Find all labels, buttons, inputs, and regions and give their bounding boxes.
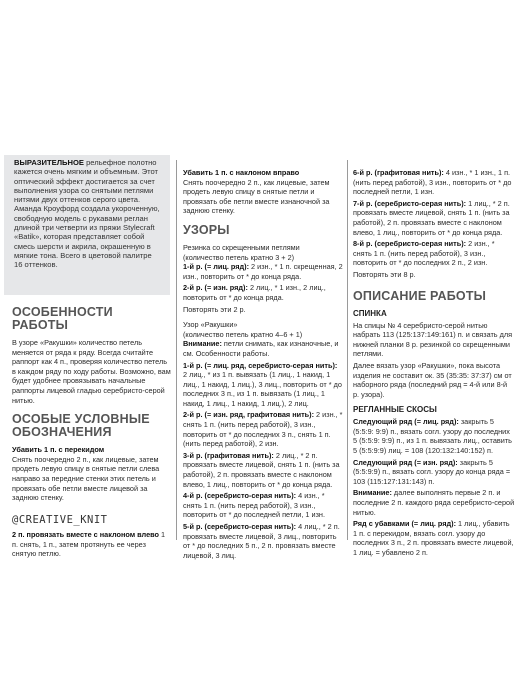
back-title: СПИНКА xyxy=(353,308,387,318)
column-2 xyxy=(183,168,343,562)
shell-row-6 xyxy=(353,168,515,197)
raglan-dec-row xyxy=(353,519,515,557)
dec-right-title: Убавить 1 п. с перекидом xyxy=(12,445,105,455)
shell-row-2-label: 2-й р. (= изн. ряд, графитовая нить): xyxy=(183,410,315,420)
shell-row-3 xyxy=(183,451,343,489)
rib-row-2 xyxy=(183,283,343,302)
shell-row-2-text: 2 изн., * снять 1 п. (нить перед работой), 3 изн., повторить от * до последних 3 п., снять 1 п. (нить перед работой), 2 изн. xyxy=(183,410,343,449)
shell-note-text: петли снимать, как изнаночные, и см. Особенности работы. xyxy=(183,339,339,358)
shell-note xyxy=(183,339,343,358)
work-title: ОПИСАНИЕ РАБОТЫ xyxy=(353,288,487,303)
shell-row-7-text: 1 лиц., * 2 п. провязать вместе лицевой, снять 1 п. (нить за работой), 2 п. провязать вместе с наклоном влево, 1 лиц., повторить от * до конца ряда. xyxy=(353,198,510,237)
raglan-title: РЕГЛАННЫЕ СКОСЫ xyxy=(353,405,437,415)
raglan-next-label: Следующий ряд (= лиц. ряд): xyxy=(353,417,459,427)
dec-left-text: Снять поочередно 2 п., как лицевые, затем продеть левую спицу в снятые петли и провязать обе петли вместе изнаночной за заднюю стенку. xyxy=(183,177,330,216)
shell-row-3-label: 3-й р. (графитовая нить): xyxy=(183,450,274,460)
raglan-dec-text: 1 лиц., убавить 1 п. с перекидом, вязать согл. узору до последних 3 п., 2 п. провязать вместе лицевой, 1 лиц. = убавлено 2 п. xyxy=(353,519,514,557)
raglan-next2-label: Следующий ряд (= изн. ряд): xyxy=(353,457,458,467)
column-3 xyxy=(353,168,515,560)
shell-row-1-text: 2 лиц., * из 1 п. вывязать (1 лиц., 1 накид, 1 лиц., 1 накид, 1 лиц.), 3 лиц., повторить от * до последних 3 п., из 1 п. вывязать (1 лиц., 1 накид, 1 лиц., 1 накид, 1 лиц.), 2 лиц. xyxy=(183,370,342,408)
shell-row-2 xyxy=(183,410,343,448)
rib-row-2-text: 2 лиц., * 1 изн., 2 лиц., повторить от * до конца ряда. xyxy=(183,283,326,302)
shell-repeat: Повторять эти 8 р. xyxy=(353,269,416,279)
back-text: На спицы № 4 серебристо-серой нитью набрать 113 (125:137:149:161) п. и связать для нижней планки 8 р. резинкой со скрещенными петлями. xyxy=(353,320,513,359)
shell-row-6-label: 6-й р. (графитовая нить): xyxy=(353,168,444,177)
rib-row-1-text: 2 изн., * 1 п. скрещенная, 2 изн., повторить от * до конца ряда. xyxy=(183,262,343,281)
rib-repeat: Повторять эти 2 р. xyxy=(183,304,246,314)
rib-row-1-label: 1-й р. (= лиц. ряд): xyxy=(183,262,250,272)
rib-title: Резинка со скрещенными петлями xyxy=(183,242,300,252)
shell-note-label: Внимание: xyxy=(183,339,222,349)
raglan-attention-label: Внимание: xyxy=(353,488,392,498)
shell-row-5 xyxy=(183,522,343,560)
rib-count: (количество петель кратно 3 + 2) xyxy=(183,252,295,262)
raglan-next2-text: закрыть 5 (5:5:9:9) п., вязать согл. узору до конца ряда = 103 (115:127:131:143) п. xyxy=(353,457,511,486)
symbols-title: ОСОБЫЕ УСЛОВНЫЕ ОБОЗНАЧЕНИЯ xyxy=(12,412,150,440)
raglan-next-row xyxy=(353,417,515,455)
column-divider-2 xyxy=(347,160,348,540)
back-text-2: Далее вязать узор «Ракушки», пока высота изделия не составит ок. 35 (35:35: 37:37) см от наборного ряда (последний ряд = 4-й или 8-й р. узора). xyxy=(353,360,512,399)
column-divider-1 xyxy=(176,160,177,540)
shell-row-5-label: 5-й р. (серебристо-серая нить): xyxy=(183,522,297,531)
shell-row-5-text: 4 лиц., * 2 п. провязать вместе лицевой, 3 лиц., повторить от * до последних 5 п., 2 п. провязать вместе лицевой, 3 лиц. xyxy=(183,522,340,560)
raglan-next-row-2 xyxy=(353,458,515,487)
tail-paragraph xyxy=(12,530,172,559)
lead-highlight: ВЫРАЗИТЕЛЬНОЕ xyxy=(14,158,84,167)
shell-row-1 xyxy=(183,361,343,409)
shell-row-4-label: 4-й р. (серебристо-серая нить): xyxy=(183,491,297,501)
shell-row-1-label: 1-й р. (= лиц. ряд, серебристо-серая нить): xyxy=(183,360,338,370)
raglan-attention-text: далее выполнять первые 2 п. и последние 2 п. каждого ряда серебристо-серой нитью. xyxy=(353,488,515,517)
lead-paragraph xyxy=(14,158,162,270)
shell-row-3-text: 2 лиц., * 2 п. провязать вместе лицевой, снять 1 п. (нить за работой), 2 п. провязать вместе с наклоном влево, 1 лиц., повторить от * до конца ряда. xyxy=(183,450,340,489)
rib-row-2-label: 2-й р. (= изн. ряд): xyxy=(183,283,248,293)
raglan-dec-label: Ряд с убавками (= лиц. ряд): xyxy=(353,519,456,529)
shell-row-8 xyxy=(353,239,515,268)
dec-left-title: Убавить 1 п. с наклоном вправо xyxy=(183,168,300,177)
raglan-next-text: закрыть 5 (5:5:9: 9:9) п., вязать согл. узору до последних 5 (5:5:9: 9:9) п., из 1 п. вывязать лиц., оставить 5 (5:5:9:9) лиц. = 108 (120:132:140:152) п. xyxy=(353,417,512,456)
patterns-title: УЗОРЫ xyxy=(183,222,230,237)
shell-row-4 xyxy=(183,491,343,520)
shell-row-4-text: 4 изн., * снять 1 п. (нить перед работой), 3 изн., повторить от * до последней петли, 1 изн. xyxy=(183,491,325,520)
shell-row-7-label: 7-й р. (серебристо-серая нить): xyxy=(353,198,467,208)
column-1-tail xyxy=(12,530,172,561)
shell-row-7 xyxy=(353,199,515,237)
features-text: В узоре «Ракушки» количество петель меняется от ряда к ряду. Всегда считайте раппорт как 4 п., проверяя количество петель в каждом ряду по ходу работы. Возможно, вам будет удобнее провязывать начальные раппорты лицевой гладью серебристо-серой нитью. xyxy=(12,338,171,405)
shell-row-6-text: 4 изн., * 1 изн., 1 п. (нить перед работой), 3 изн., повторить от * до последней петли, 1 изн. xyxy=(353,168,512,197)
lead-text: рельефное полотно кажется очень мягким и объемным. Этот оптический эффект достигается за счет выполнения узора со снятыми петлями нитями двух оттенков серого цвета. Аманда Кроуфорд создала укороченную, свободную модель с рукавами реглан длиной три четверти из пряжи Stylecraft «Batik», которая представляет собой смесь шерсти и акрила, окрашенную в мягкие тона. Всего в цветовой палитре 16 оттенков. xyxy=(14,158,160,270)
shell-row-8-text: 2 изн., * снять 1 п. (нить перед работой), 3 изн., повторить от * до последних 2 п., 2 изн. xyxy=(353,239,495,268)
shell-row-8-label: 8-й р. (серебристо-серая нить): xyxy=(353,239,467,249)
dec-right-text: Снять поочередно 2 п., как лицевые, затем продеть левую спицу в снятые петли слева направо за передние стенки этих петель и провязать обе петли вместе лицевой за заднюю стенку. xyxy=(12,454,160,503)
raglan-attention xyxy=(353,488,515,517)
rib-row-1 xyxy=(183,262,343,281)
features-title: ОСОБЕННОСТИ РАБОТЫ xyxy=(12,305,113,332)
shell-count: (количество петель кратно 4–6 + 1) xyxy=(183,329,303,339)
watermark: @CREATIVE_KNIT xyxy=(12,514,108,526)
tail-text: 1 п. снять, 1 п., затем протянуть ее через снятую петлю. xyxy=(12,530,166,559)
tail-bold: 2 п. провязать вместе с наклоном влево xyxy=(12,530,159,539)
shell-title: Узор «Ракушки» xyxy=(183,320,238,330)
column-1 xyxy=(12,306,172,505)
